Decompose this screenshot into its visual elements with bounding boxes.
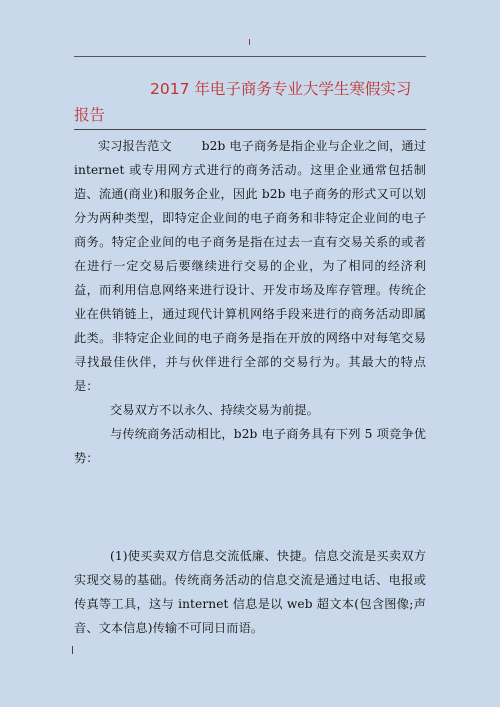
compare-paragraph: 与传统商务活动相比，b2b 电子商务具有下列 5 项竞争优势： (74, 427, 426, 465)
document-title: 2017 年电子商务专业大学生寒假实习报告 (74, 80, 412, 124)
title-rule (74, 129, 426, 130)
intro-paragraph (74, 134, 426, 398)
blank-space (74, 470, 426, 544)
advantage-1-paragraph: (1)使买卖双方信息交流低廉、快捷。信息交流是买卖双方实现交易的基础。传统商务活动的信息交流是通过电话、电报或传真等工具，这与 internet 信息是以 web 超文本(包含图像;声音、文本信息)传输不可同日而语。 (74, 549, 426, 635)
intro-text: b2b 电子商务是指企业与企业之间，通过 internet 或专用网方式进行的商务活动。这里企业通常包括制造、流通(商业)和服务企业，因此 b2b 电子商务的形式又可以划分为两种类型，即特定企业间的电子商务和非特定企业间的电子商务。特定企业间的电子商务是指在过去一直有交易关系的或者在进行一定交易后要继续进行交易的企业，为了相同的经济利益，而利用信息网络来进行设计、开发市场及库存管理。传统企业在供销链上，通过现代计算机网络手段来进行的商务活动即属此类。非特定企业间的电子商务是指在开放的网络中对每笔交易寻找最佳伙伴，并与伙伴进行全部的交易行为。其最大的特点是： (74, 139, 426, 393)
point-paragraph: 交易双方不以永久、持续交易为前提。 (110, 403, 319, 417)
intro-label: 实习报告范文 (98, 139, 172, 153)
header-rule (74, 56, 426, 57)
document-body (74, 134, 426, 640)
header-mark (249, 39, 250, 45)
footer-mark (72, 646, 73, 654)
